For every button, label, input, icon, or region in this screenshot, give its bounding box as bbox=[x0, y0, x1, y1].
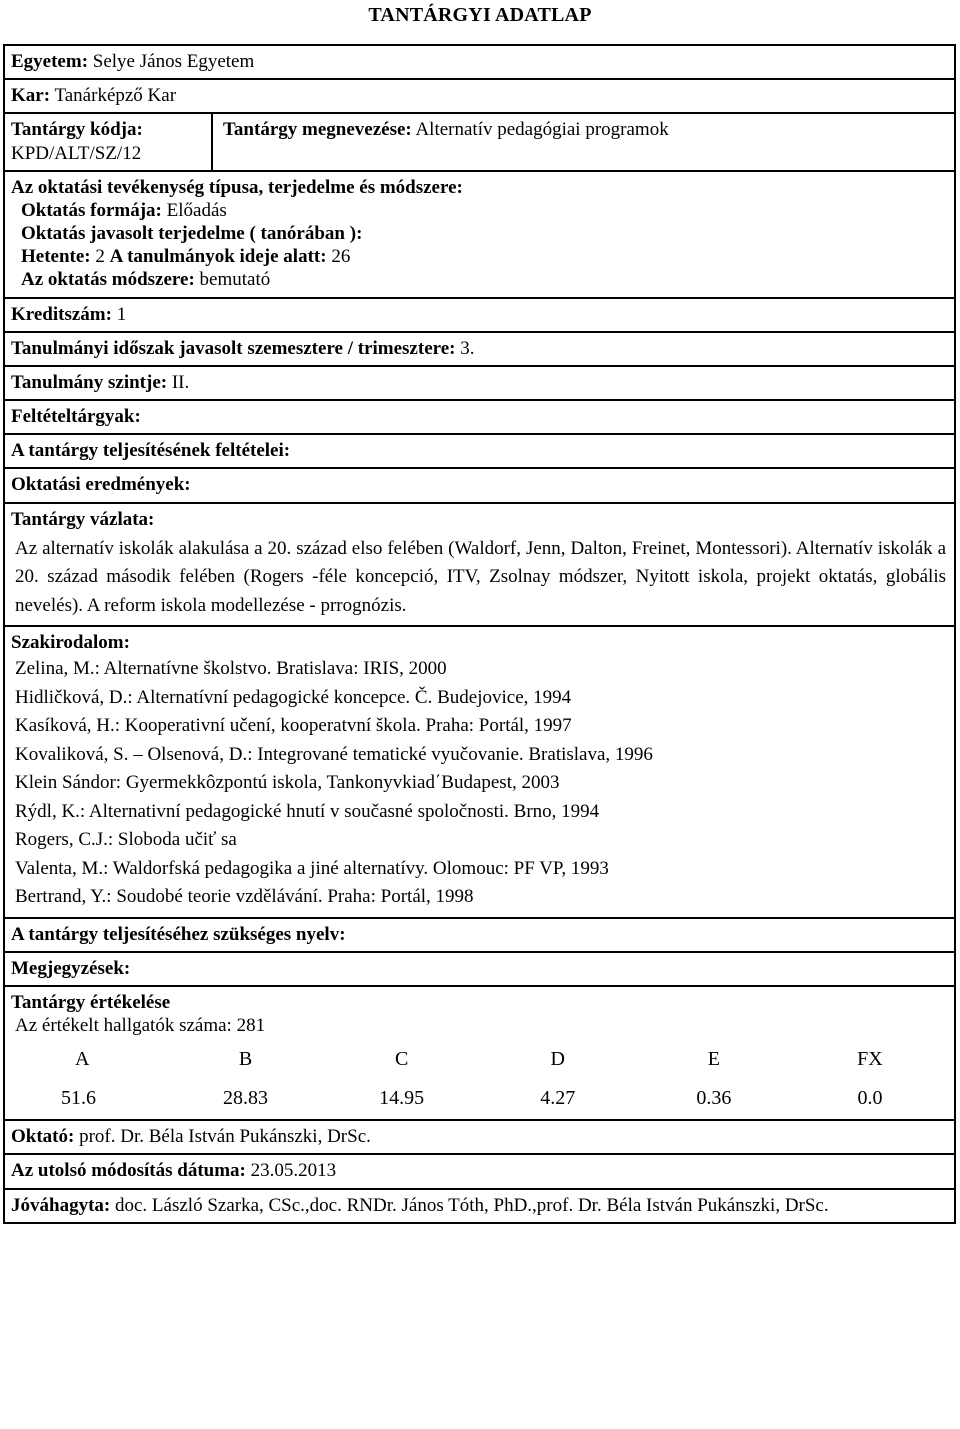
completion-row bbox=[5, 433, 954, 467]
lecturer-value: prof. Dr. Béla István Pukánszki, DrSc. bbox=[79, 1126, 371, 1148]
credits-value: 1 bbox=[116, 303, 127, 325]
university-label: Egyetem: bbox=[11, 51, 89, 72]
approved-row bbox=[5, 1188, 954, 1222]
lecturer-row bbox=[5, 1119, 954, 1153]
grade-percentage: 14.95 bbox=[379, 1086, 425, 1109]
total-label: A tanulmányok ideje alatt: bbox=[109, 246, 327, 268]
grade-percentage: 28.83 bbox=[222, 1086, 268, 1109]
grade-percentage: 51.6 bbox=[61, 1086, 96, 1109]
outline-label: Tantárgy vázlata: bbox=[11, 508, 155, 530]
semester-label: Tanulmányi időszak javasolt szemesztere / trimesztere: bbox=[11, 337, 456, 359]
weekly-value: 2 bbox=[95, 246, 105, 268]
completion-label: A tantárgy teljesítésének feltételei: bbox=[11, 440, 291, 462]
literature-item: Rýdl, K.: Alternativní pedagogické hnutí v současné spoločnosti. Brno, 1994 bbox=[15, 800, 600, 822]
activity-form bbox=[11, 199, 948, 222]
faculty-value: Tanárképző Kar bbox=[54, 85, 177, 107]
prerequisites-label: Feltételtárgyak: bbox=[11, 406, 141, 428]
credits-row bbox=[5, 297, 954, 331]
course-data-table bbox=[3, 44, 956, 1224]
faculty-row bbox=[5, 78, 954, 112]
language-label: A tantárgy teljesítéséhez szükséges nyelv: bbox=[11, 923, 346, 945]
grade-label: D bbox=[550, 1048, 565, 1071]
evaluation-row bbox=[5, 985, 954, 1119]
last-modified-row bbox=[5, 1153, 954, 1187]
evaluation-label: Tantárgy értékelése bbox=[11, 992, 171, 1014]
faculty-label: Kar: bbox=[11, 85, 51, 107]
language-row bbox=[5, 917, 954, 951]
activity-method bbox=[11, 268, 948, 291]
grade-label: E bbox=[707, 1048, 720, 1071]
activity-form-label: Oktatás formája: bbox=[21, 199, 162, 221]
literature-item: Valenta, M.: Waldorfská pedagogika a jiné alternatívy. Olomouc: PF VP, 1993 bbox=[15, 857, 609, 879]
literature-item: Kasíková, H.: Kooperativní učení, kooperatvní škola. Praha: Portál, 1997 bbox=[15, 715, 572, 737]
literature-item: Kovaliková, S. – Olsenová, D.: Integrované tematické vyučovanie. Bratislava, 1996 bbox=[15, 743, 653, 765]
outcomes-row bbox=[5, 467, 954, 501]
course-id-row bbox=[5, 112, 954, 169]
university-row bbox=[5, 46, 954, 78]
outcomes-label: Oktatási eredmények: bbox=[11, 474, 191, 496]
grade-percentage: 0.36 bbox=[696, 1086, 732, 1109]
last-modified-label: Az utolsó módosítás dátuma: bbox=[11, 1160, 246, 1182]
activity-scope-label: Oktatás javasolt terjedelme ( tanórában ): bbox=[21, 223, 363, 245]
last-modified-value: 23.05.2013 bbox=[250, 1160, 337, 1182]
literature-item: Rogers, C.J.: Sloboda učiť sa bbox=[15, 829, 237, 851]
course-code-cell bbox=[5, 114, 213, 169]
semester-row bbox=[5, 331, 954, 365]
lecturer-label: Oktató: bbox=[11, 1126, 75, 1148]
grade-label: C bbox=[394, 1048, 409, 1071]
semester-value: 3. bbox=[460, 337, 475, 359]
outline-text: Az alternatív iskolák alakulása a 20. század elso felében (Waldorf, Jenn, Dalton, Freinet, Montessori). Alternatív iskolák a 20. század második felében (Rogers -féle koncepció, ITV, Zsolnay módszer, Nyitott iskola, projekt oktatás, globális nevelés). A reform iskola modellezése - prrognózis. bbox=[15, 537, 946, 616]
course-code-value: KPD/ALT/SZ/12 bbox=[11, 142, 142, 164]
literature-item: Zelina, M.: Alternatívne školstvo. Bratislava: IRIS, 2000 bbox=[15, 658, 447, 680]
literature-item: Bertrand, Y.: Soudobé teorie vzdělávání. Praha: Portál, 1998 bbox=[15, 886, 474, 908]
total-value: 26 bbox=[331, 246, 351, 268]
activity-row bbox=[5, 170, 954, 297]
course-name-cell bbox=[213, 114, 954, 169]
course-name-label: Tantárgy megnevezése: bbox=[223, 119, 412, 141]
literature-label: Szakirodalom: bbox=[11, 632, 130, 654]
prerequisites-row bbox=[5, 399, 954, 433]
weekly-label: Hetente: bbox=[21, 246, 91, 268]
literature-item: Hidličková, D.: Alternatívní pedagogické koncepce. Č. Budejovice, 1994 bbox=[15, 686, 572, 708]
course-name-value: Alternatív pedagógiai programok bbox=[415, 119, 669, 141]
activity-form-value: Előadás bbox=[166, 199, 227, 221]
grade-label: B bbox=[238, 1048, 253, 1071]
activity-heading: Az oktatási tevékenység típusa, terjedelme és módszere: bbox=[11, 176, 463, 198]
level-label: Tanulmány szintje: bbox=[11, 371, 168, 393]
university-value: Selye János Egyetem bbox=[92, 51, 255, 72]
method-value: bemutató bbox=[199, 269, 271, 291]
method-label: Az oktatás módszere: bbox=[21, 269, 195, 291]
credits-label: Kreditszám: bbox=[11, 303, 112, 325]
grade-label: FX bbox=[857, 1048, 883, 1071]
approved-label: Jóváhagyta: bbox=[11, 1194, 111, 1216]
literature-item: Klein Sándor: Gyermekkôzpontú iskola, Tankonyvkiad΄Budapest, 2003 bbox=[15, 772, 560, 794]
grade-header-row bbox=[11, 1047, 948, 1071]
evaluation-count: Az értékelt hallgatók száma: 281 bbox=[15, 1015, 266, 1037]
grade-percentage: 0.0 bbox=[857, 1086, 883, 1109]
level-value: II. bbox=[171, 371, 190, 393]
grade-percentage-row bbox=[11, 1086, 948, 1110]
document-title: TANTÁRGYI ADATLAP bbox=[368, 4, 592, 26]
literature-row bbox=[5, 625, 954, 917]
notes-row bbox=[5, 951, 954, 985]
activity-hours bbox=[11, 245, 948, 268]
notes-label: Megjegyzések: bbox=[11, 957, 131, 979]
grade-percentage: 4.27 bbox=[540, 1086, 576, 1109]
approved-value: doc. László Szarka, CSc.,doc. RNDr. János Tóth, PhD.,prof. Dr. Béla István Pukánszki, DrSc. bbox=[114, 1194, 829, 1216]
level-row bbox=[5, 365, 954, 399]
outline-row bbox=[5, 502, 954, 626]
course-code-label: Tantárgy kódja: bbox=[11, 119, 143, 141]
grade-label: A bbox=[75, 1048, 90, 1071]
